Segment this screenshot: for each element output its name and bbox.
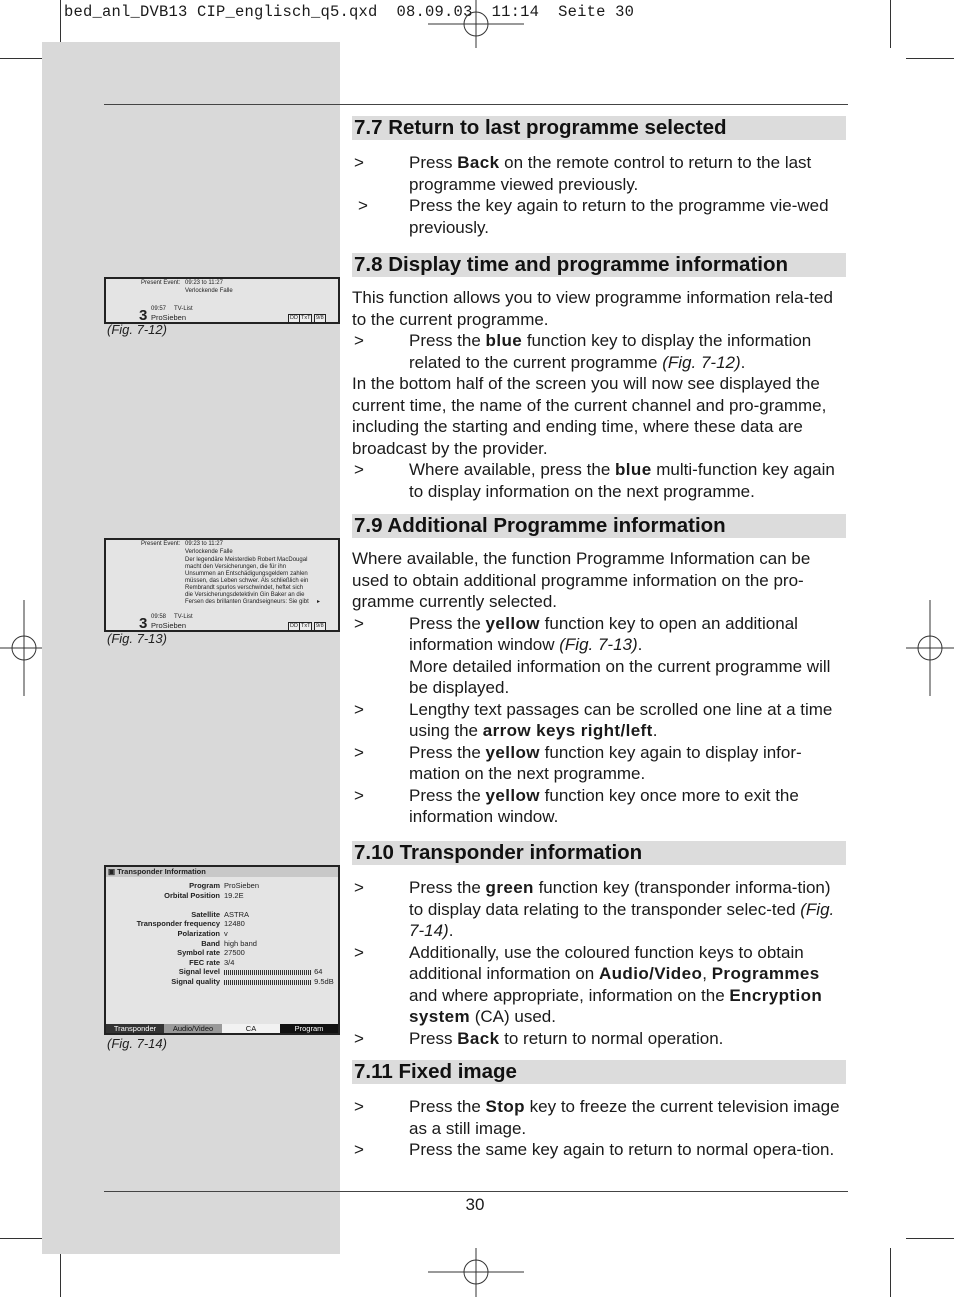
window-title: Transponder Information <box>117 867 206 876</box>
list-item: > Press the same key again to return to normal opera-tion. <box>354 1140 835 1159</box>
page-number: 30 <box>465 1195 485 1214</box>
figure-7-14-screen <box>104 865 340 1035</box>
section-7-11 <box>352 1060 846 1161</box>
paragraph: Where available, the function Programme Information can be used to obtain additional programme information on the pro-gramme currently selected. <box>352 549 811 611</box>
channel-number: 3 <box>139 615 148 632</box>
list-item: > Additionally, use the coloured function keys to obtain additional information on Audio/Video, Programmes and where appropriate, information on the Encryption system (CA) used. <box>354 942 823 1026</box>
scroll-right-icon: ▸ <box>317 599 321 605</box>
channel-name: ProSieben <box>151 313 187 322</box>
list-item: > Press the yellow function key again to display infor-mation on the next programme. <box>354 742 802 783</box>
info-row: Satellite ASTRA <box>191 909 250 919</box>
channel-name: ProSieben <box>151 621 187 630</box>
paragraph: In the bottom half of the screen you will now see displayed the current time, the name of the current channel and pro-gramme, including the starting and ending time, where these data are broadcast by the provider. <box>352 374 827 458</box>
format-badge: 9/8 <box>316 623 324 629</box>
dolby-badge: DD <box>290 315 298 321</box>
info-row: Symbol rate 27500 <box>177 948 245 958</box>
tab-program[interactable]: Program <box>280 1024 338 1033</box>
crop-mark <box>0 58 48 59</box>
clock-time: 09:57 <box>151 306 167 312</box>
info-row: FEC rate 3/4 <box>189 957 235 967</box>
figure-caption: (Fig. 7-14) <box>107 1036 167 1051</box>
signal-quality-bar <box>224 980 312 985</box>
section-title: 7.7 Return to last programme selected <box>352 116 846 140</box>
event-description-line: müssen, das Leben schwer. Als schließlich ein <box>185 578 309 584</box>
list-item: > Lengthy text passages can be scrolled one line at a time using the arrow keys right/left. <box>354 699 833 740</box>
list-item: > Press the key again to return to the programme vie-wed previously. <box>358 196 829 237</box>
section-title: 7.8 Display time and programme information <box>352 253 846 277</box>
signal-quality-row: Signal quality 9.5dB <box>171 977 334 986</box>
event-title: Verlockende Falle <box>185 288 233 294</box>
info-row: Transponder frequency 12480 <box>136 919 245 929</box>
window-title-bar <box>106 867 338 877</box>
event-time-range: 09:23 to 11:27 <box>185 280 223 286</box>
event-description-line: Fersen des brillanten Grandseigneurs: Sie gibt <box>185 599 309 605</box>
format-badge: 9/8 <box>316 315 324 321</box>
crop-mark <box>0 1238 48 1239</box>
signal-level-row: Signal level 64 <box>178 967 323 977</box>
crop-mark <box>60 1248 61 1297</box>
info-row: Band high band <box>201 938 257 948</box>
registration-mark-top <box>428 0 524 48</box>
list-item-continuation: More detailed information on the current programme will be displayed. <box>409 656 831 697</box>
section-title: 7.9 Additional Programme information <box>352 514 846 538</box>
section-7-10 <box>352 841 846 1049</box>
channel-number: 3 <box>139 307 148 324</box>
present-event-label: Present Event: <box>141 541 181 547</box>
event-description-line: Unsummen an Entschädigungsgeldern zahlen <box>185 571 308 577</box>
figure-7-12-screen <box>104 277 340 324</box>
event-description-line: macht den Versicherungen, die für ihn <box>185 564 287 570</box>
top-rule <box>104 104 848 105</box>
list-item: > Press the yellow function key to open an additional information window (Fig. 7-13). <box>354 613 798 654</box>
dolby-badge: DD <box>290 623 298 629</box>
event-description-line: Der legendäre Meisterdieb Robert MacDougal <box>185 557 308 563</box>
section-title: 7.11 Fixed image <box>352 1060 846 1084</box>
info-row: Orbital Position 19.2E <box>164 890 244 900</box>
crop-mark <box>890 0 891 48</box>
registration-mark-right <box>906 600 954 696</box>
section-7-7 <box>352 116 846 238</box>
left-margin-column <box>42 42 340 1254</box>
info-row: Polarization v <box>177 929 228 938</box>
tab-ca[interactable]: CA <box>222 1024 280 1033</box>
tv-list-label: TV-List <box>174 306 193 312</box>
tab-audio-video[interactable]: Audio/Video <box>164 1024 222 1033</box>
menu-icon: ▣ <box>108 867 116 876</box>
list-item: > Press the yellow function key once more to exit the information window. <box>354 785 799 826</box>
tab-transponder[interactable]: Transponder <box>106 1024 164 1033</box>
list-item: > Press the Stop key to freeze the current television image as a still image. <box>354 1097 840 1138</box>
event-time-range: 09:23 to 11:27 <box>185 541 223 547</box>
event-description-line: Rembrandt spurlos verschwindet, heftet sich <box>185 585 304 591</box>
registration-mark-bottom <box>428 1248 524 1297</box>
list-item: > Press Back on the remote control to return to the last programme viewed previously. <box>354 153 812 194</box>
crop-mark <box>906 1238 954 1239</box>
crop-mark <box>890 1248 891 1297</box>
present-event-label: Present Event: <box>141 280 181 286</box>
crop-mark <box>906 58 954 59</box>
info-row: Program ProSieben <box>189 881 260 890</box>
paragraph: This function allows you to view programme information rela-ted to the current programme. <box>352 288 833 329</box>
section-7-9 <box>352 514 846 828</box>
registration-mark-left <box>0 600 48 696</box>
list-item: > Press Back to return to normal operation. <box>354 1028 724 1048</box>
section-title: 7.10 Transponder information <box>352 841 846 865</box>
figure-7-13-screen <box>104 538 340 632</box>
list-item: > Press the blue function key to display the information related to the current programme (Fig. 7-12). <box>354 331 812 372</box>
event-description-line: die Versicherungsdetektivin Gin Baker an die <box>185 592 305 598</box>
list-item: > Press the green function key (transponder informa-tion) to display data relating to the transponder selec-ted (Fig. 7-14). <box>354 878 835 940</box>
bottom-rule <box>104 1191 848 1192</box>
teletext-badge: TxT <box>301 623 311 629</box>
figure-caption: (Fig. 7-13) <box>107 631 167 646</box>
tv-list-label: TV-List <box>174 614 193 620</box>
figure-caption: (Fig. 7-12) <box>107 322 167 337</box>
crop-mark <box>60 0 61 48</box>
list-item: > Where available, press the blue multi-function key again to display information on the next programme. <box>354 460 835 501</box>
event-title: Verlockende Falle <box>185 549 233 555</box>
print-slug: bed_anl_DVB13 CIP_englisch_q5.qxd 08.09.03 11:14 Seite 30 <box>64 3 635 21</box>
section-7-8 <box>352 253 846 502</box>
clock-time: 09:58 <box>151 614 167 620</box>
teletext-badge: TxT <box>301 315 311 321</box>
signal-level-bar <box>224 970 312 975</box>
